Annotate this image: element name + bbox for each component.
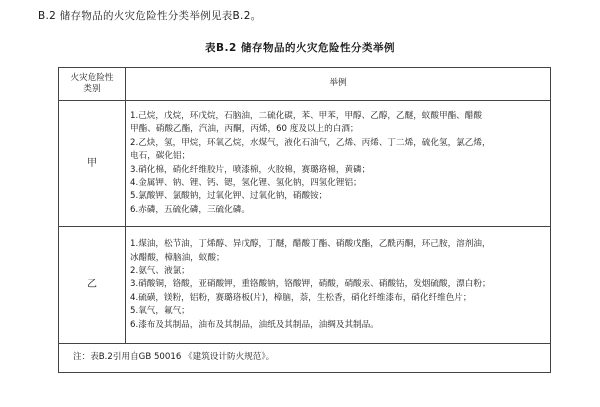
example-line: 6.赤磷，五硫化磷，三硫化磷。 xyxy=(130,204,250,215)
example-line: 冰醋酸，樟脑油，蚁酸； xyxy=(130,252,225,263)
example-line: 5.氯酸钾、氯酸钠，过氧化钾、过氧化钠，硝酸铵； xyxy=(130,191,328,202)
example-line: 1.己烷，戊烷，环戊烷，石脑油，二硫化碳，苯、甲苯，甲醇、乙醇，乙醚，蚁酸甲酯、醋酸 xyxy=(130,111,482,121)
example-line: 2.氨气、液氯； xyxy=(130,266,190,277)
example-line: 4.硫磺，镁粉，铝粉，赛璐珞板(片)，樟脑，萘，生松香，硝化纤维漆布，硝化纤维色片； xyxy=(130,292,472,303)
header-category-line: 类别 xyxy=(83,84,101,94)
example-line: 1.煤油，松节油，丁烯醇、异戊醇，丁醚，醋酸丁酯、硝酸戊酯，乙酰丙酮，环己胺，溶剂油， xyxy=(130,239,491,250)
section-intro: B.2 储存物品的火灾危险性分类举例见表B.2。 xyxy=(38,10,262,22)
classification-table xyxy=(58,67,551,373)
table-note: 注：表B.2引用自GB 50016 《建筑设计防火规范》。 xyxy=(59,344,551,373)
table-header-row xyxy=(59,68,551,101)
examples-cell xyxy=(126,101,551,227)
example-line: 6.漆布及其制品，油布及其制品，油纸及其制品，油绸及其制品。 xyxy=(130,319,379,330)
examples-cell xyxy=(126,227,551,344)
category-cell: 甲 xyxy=(59,101,126,227)
table-row xyxy=(59,227,551,344)
example-line: 电石，碳化铝； xyxy=(130,151,191,162)
table-note-row xyxy=(59,344,551,373)
example-line: 3.硝酸铜，铬酸，亚硝酸钾，重铬酸钠，铬酸钾，硝酸，硝酸汞、硝酸钴，发烟硫酸，漂白粉； xyxy=(130,279,491,290)
example-line: 4.金属钾、钠、锂、钙、锶，氢化锂、氢化钠，四氢化锂铝； xyxy=(130,178,362,189)
category-cell: 乙 xyxy=(59,227,126,344)
table-row xyxy=(59,101,551,227)
header-category xyxy=(59,68,126,101)
header-category-line: 火灾危险性 xyxy=(70,73,114,83)
table-title: 表B.2 储存物品的火灾危险性分类举例 xyxy=(205,42,395,54)
example-line: 甲酯、硝酸乙酯，汽油，丙酮，丙烯，60 度及以上的白酒； xyxy=(130,124,359,135)
example-line: 2.乙炔，氢，甲烷，环氧乙烷，水煤气，液化石油气，乙烯、丙烯、丁二烯，硫化氢，氯乙烯， xyxy=(130,137,491,148)
example-line: 3.硝化棉，硝化纤维胶片，喷漆棉，火胶棉，赛璐珞棉，黄磷； xyxy=(130,164,371,175)
header-examples: 举例 xyxy=(126,68,551,101)
example-line: 5.氧气，氟气； xyxy=(130,306,190,317)
